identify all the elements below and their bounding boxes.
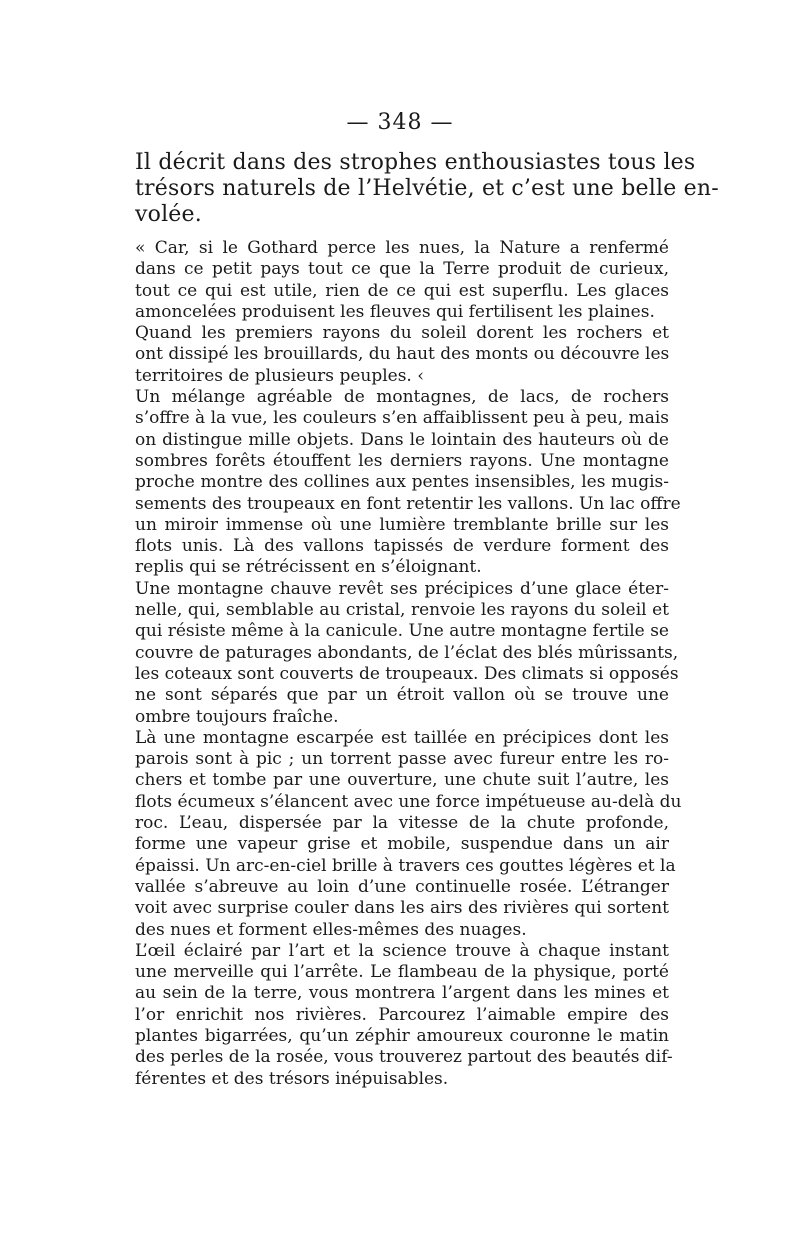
text-line: les coteaux sont couverts de troupeaux. Des climats si opposés [135,663,679,684]
text-line: Une montagne chauve revêt ses précipices d’une glace éter- [135,578,669,599]
text-line: Un mélange agréable de montagnes, de lacs, de rochers [135,387,669,408]
text-line: Il décrit dans des strophes enthousiastes tous les [135,150,696,175]
text-line: férentes et des trésors inépuisables. [135,1068,449,1089]
text-line: voit avec surprise couler dans les airs des rivières qui sortent [135,898,669,919]
text-line: des perles de la rosée, vous trouverez partout des beautés dif- [135,1047,673,1068]
text-line: dans ce petit pays tout ce que la Terre produit de curieux, [135,259,669,280]
text-line: trésors naturels de l’Helvétie, et c’est une belle en- [135,176,719,201]
text-line: forme une vapeur grise et mobile, suspendue dans un air [135,834,669,855]
text-line: couvre de paturages abondants, de l’éclat des blés mûrissants, [135,642,679,663]
text-line: au sein de la terre, vous montrera l’argent dans les mines et [135,983,669,1004]
text-line: sombres forêts étouffent les derniers rayons. Une montagne [135,450,669,471]
text-line: une merveille qui l’arrête. Le flambeau de la physique, porté [135,962,669,983]
text-line: sements des troupeaux en font retentir les vallons. Un lac offre [135,493,681,514]
text-line: qui résiste même à la canicule. Une autre montagne fertile se [135,621,669,642]
text-line: « Car, si le Gothard perce les nues, la Nature a renfermé [135,238,669,258]
text-line: territoires de plusieurs peuples. ‹ [135,365,425,386]
text-line: un miroir immense où une lumière tremblante brille sur les [135,514,669,535]
text-line: volée. [135,202,202,227]
text-line: L’œil éclairé par l’art et la science trouve à chaque instant [135,940,669,961]
text-line: ombre toujours fraîche. [135,706,339,727]
text-line: on distingue mille objets. Dans le lointain des hauteurs où de [135,429,669,450]
text-line: parois sont à pic ; un torrent passe avec fureur entre les ro- [135,749,669,770]
text-line: amoncelées produisent les fleuves qui fertilisent les plaines. [135,301,655,322]
text-line: vallée s’abreuve au loin d’une continuelle rosée. L’étranger [135,876,669,897]
text-line: replis qui se rétrécissent en s’éloignant. [135,557,482,578]
text-line: tout ce qui est utile, rien de ce qui est superflu. Les glaces [135,280,669,301]
intro-paragraph [135,150,719,228]
text-line: chers et tombe par une ouverture, une chute suit l’autre, les [135,770,669,791]
text-line: s’offre à la vue, les couleurs s’en affaiblissent peu à peu, mais [135,408,669,429]
text-line: l’or enrichit nos rivières. Parcourez l’aimable empire des [135,1004,669,1025]
text-line: ont dissipé les brouillards, du haut des monts ou découvre les [135,344,670,365]
text-line: flots unis. Là des vallons tapissés de verdure forment des [135,536,669,557]
text-line: ne sont séparés que par un étroit vallon où se trouve une [135,685,669,706]
text-line: épaissi. Un arc-en-ciel brille à travers ces gouttes légères et la [135,855,676,876]
text-line: plantes bigarrées, qu’un zéphir amoureux couronne le matin [135,1025,669,1046]
text-line: des nues et forment elles-mêmes des nuages. [135,919,527,940]
quoted-passage [135,238,682,1090]
text-line: Là une montagne escarpée est taillée en précipices dont les [135,727,669,748]
page-number: — 348 — [346,110,454,135]
text-line: nelle, qui, semblable au cristal, renvoie les rayons du soleil et [135,600,669,621]
text-line: roc. L’eau, dispersée par la vitesse de la chute profonde, [135,813,669,834]
text-line: flots écumeux s’élancent avec une force impétueuse au-delà du [135,791,682,812]
text-line: Quand les premiers rayons du soleil dorent les rochers et [135,323,669,344]
text-line: proche montre des collines aux pentes insensibles, les mugis- [135,472,669,493]
